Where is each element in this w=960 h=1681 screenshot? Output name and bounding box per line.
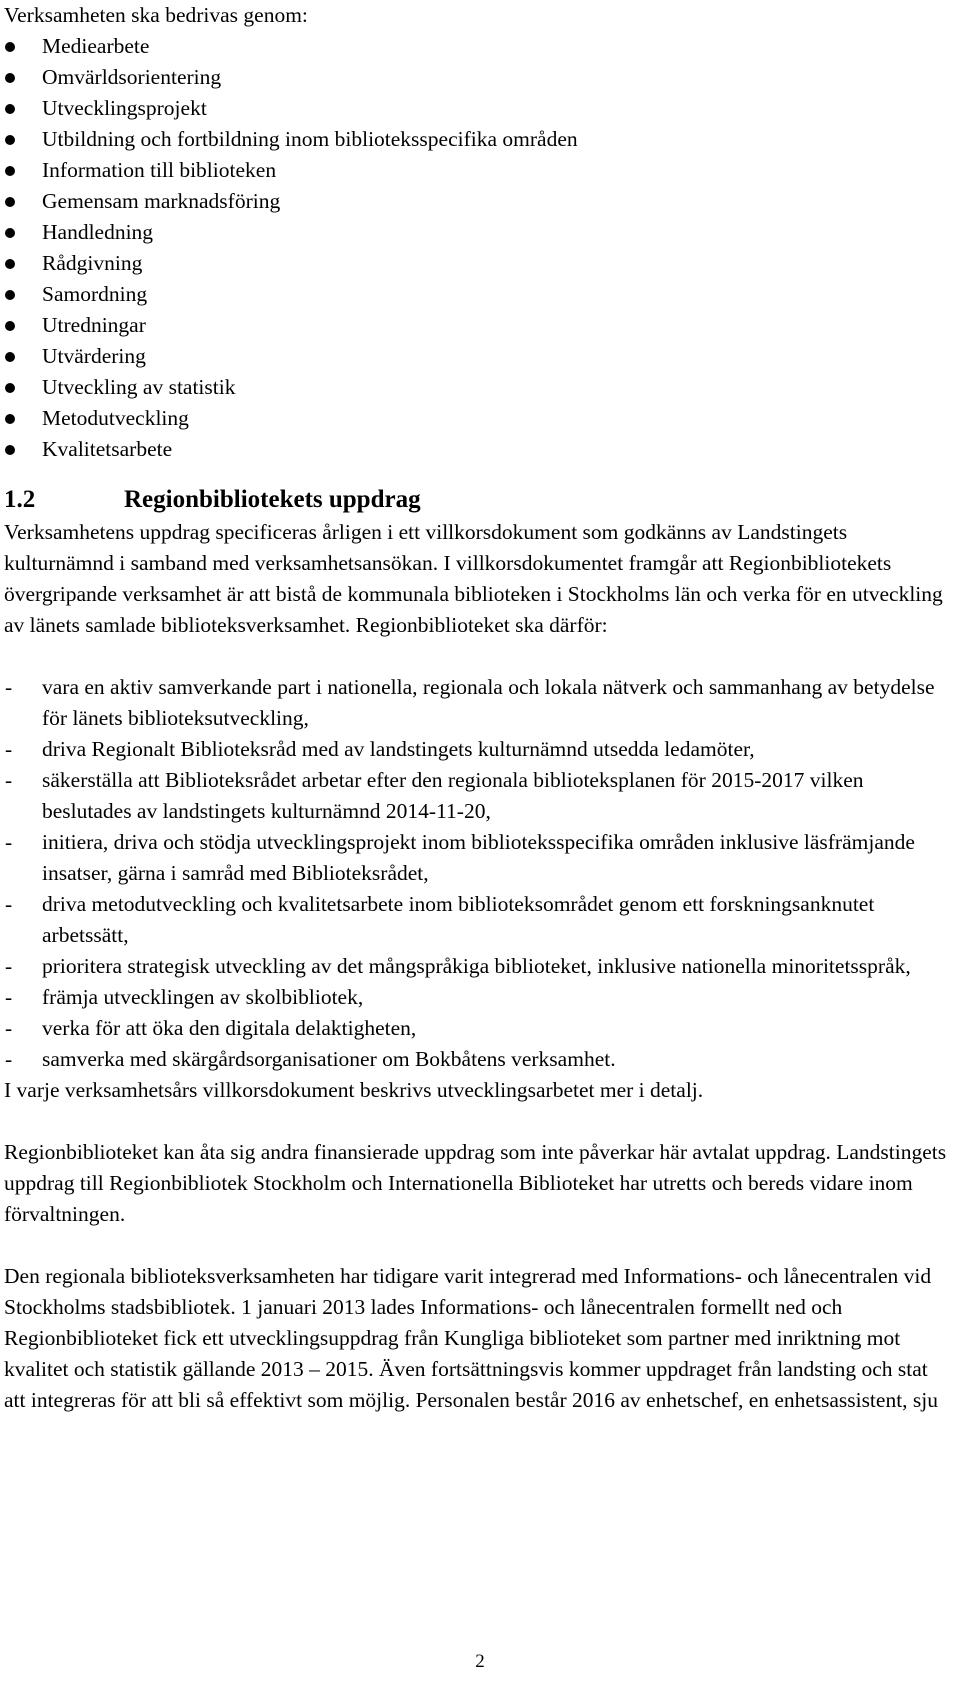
list-item: Mediearbete bbox=[4, 31, 954, 62]
list-item: - verka för att öka den digitala delaktigheten, bbox=[4, 1013, 954, 1044]
list-item: - vara en aktiv samverkande part i nationella, regionala och lokala nätverk och sammanhang av betydelse för länets biblioteksutveckling, bbox=[4, 672, 954, 734]
dash-marker: - bbox=[5, 985, 13, 1009]
list-item: Omvärldsorientering bbox=[4, 62, 954, 93]
dash-marker: - bbox=[5, 1016, 13, 1040]
list-item: Information till biblioteken bbox=[4, 155, 954, 186]
paragraph-other-assignments: Regionbiblioteket kan åta sig andra finansierade uppdrag som inte påverkar här avtalat uppdrag. Landstingets uppdrag till Regionbibliotek Stockholm och Internationella Biblioteket har utretts och bereds vidare inom förvaltningen. bbox=[4, 1140, 947, 1226]
list-item: - säkerställa att Biblioteksrådet arbetar efter den regionala biblioteksplanen för 2015-2017 vilken beslutades av landstingets kulturnämnd 2014-11-20, bbox=[4, 765, 954, 827]
activity-list bbox=[4, 31, 954, 465]
list-item: - driva Regionalt Biblioteksråd med av landstingets kulturnämnd utsedda ledamöter, bbox=[4, 734, 954, 765]
list-item: Utvärdering bbox=[4, 341, 954, 372]
paragraph-history: Den regionala biblioteksverksamheten har tidigare varit integrerad med Informations- och lånecentralen vid Stockholms stadsbibliotek. 1 januari 2013 lades Informations- och lånecentralen formellt ned och Regionbiblioteket fick ett utvecklingsuppdrag från Kungliga biblioteket som partner med inriktning mot kvalitet och statistik gällande 2013 – 2015. Även fortsättningsvis kommer uppdraget från landsting och stat att integreras för att bli så effektivt som möjlig. Personalen består 2016 av enhetschef, en enhetsassistent, sju bbox=[4, 1264, 939, 1412]
list-item: Samordning bbox=[4, 279, 954, 310]
bullet-icon bbox=[5, 73, 15, 83]
bullet-icon bbox=[5, 445, 15, 455]
list-item: - samverka med skärgårdsorganisationer om Bokbåtens verksamhet. bbox=[4, 1044, 954, 1075]
task-list bbox=[4, 672, 954, 1075]
paragraph-assignment: Verksamhetens uppdrag specificeras årligen i ett villkorsdokument som godkänns av Landstingets kulturnämnd i samband med verksamhetsansökan. I villkorsdokumentet framgår att Regionbibliotekets övergripande verksamhet är att bistå de kommunala biblioteken i Stockholms län och verka för en utveckling av länets samlade biblioteksverksamhet. Regionbiblioteket ska därför: bbox=[4, 520, 943, 637]
bullet-icon bbox=[5, 197, 15, 207]
bullet-icon bbox=[5, 259, 15, 269]
section-number: 1.2 bbox=[4, 486, 36, 513]
bullet-icon bbox=[5, 383, 15, 393]
dash-marker: - bbox=[5, 954, 13, 978]
section-heading bbox=[4, 483, 954, 517]
document-page bbox=[4, 0, 954, 1416]
list-item: Handledning bbox=[4, 217, 954, 248]
list-item: - främja utvecklingen av skolbibliotek, bbox=[4, 982, 954, 1013]
list-item: Utredningar bbox=[4, 310, 954, 341]
dash-marker: - bbox=[5, 830, 13, 854]
list-item: - driva metodutveckling och kvalitetsarbete inom biblioteksområdet genom ett forskningsanknutet arbetssätt, bbox=[4, 889, 954, 951]
list-item: Metodutveckling bbox=[4, 403, 954, 434]
spacer bbox=[4, 641, 954, 672]
intro-text: Verksamheten ska bedrivas genom: bbox=[4, 3, 308, 27]
section-title: Regionbibliotekets uppdrag bbox=[124, 486, 421, 513]
bullet-icon bbox=[5, 135, 15, 145]
spacer bbox=[4, 1230, 954, 1261]
bullet-icon bbox=[5, 166, 15, 176]
bullet-icon bbox=[5, 352, 15, 362]
dash-marker: - bbox=[5, 768, 13, 792]
bullet-icon bbox=[5, 228, 15, 238]
bullet-icon bbox=[5, 321, 15, 331]
dash-marker: - bbox=[5, 675, 13, 699]
list-item: Kvalitetsarbete bbox=[4, 434, 954, 465]
list-item: Utbildning och fortbildning inom biblioteksspecifika områden bbox=[4, 124, 954, 155]
list-item: Utvecklingsprojekt bbox=[4, 93, 954, 124]
bullet-icon bbox=[5, 290, 15, 300]
bullet-icon bbox=[5, 104, 15, 114]
dash-marker: - bbox=[5, 892, 13, 916]
dash-marker: - bbox=[5, 1047, 13, 1071]
paragraph-details: I varje verksamhetsårs villkorsdokument beskrivs utvecklingsarbetet mer i detalj. bbox=[4, 1078, 704, 1102]
list-item: - prioritera strategisk utveckling av det mångspråkiga biblioteket, inklusive nationella minoritetsspråk, bbox=[4, 951, 954, 982]
bullet-icon bbox=[5, 42, 15, 52]
page-number: 2 bbox=[475, 1651, 485, 1672]
list-item: - initiera, driva och stödja utvecklingsprojekt inom biblioteksspecifika områden inklusive läsfrämjande insatser, gärna i samråd med Biblioteksrådet, bbox=[4, 827, 954, 889]
list-item: Rådgivning bbox=[4, 248, 954, 279]
list-item: Gemensam marknadsföring bbox=[4, 186, 954, 217]
bullet-icon bbox=[5, 414, 15, 424]
spacer bbox=[4, 1106, 954, 1137]
list-item: Utveckling av statistik bbox=[4, 372, 954, 403]
dash-marker: - bbox=[5, 737, 13, 761]
